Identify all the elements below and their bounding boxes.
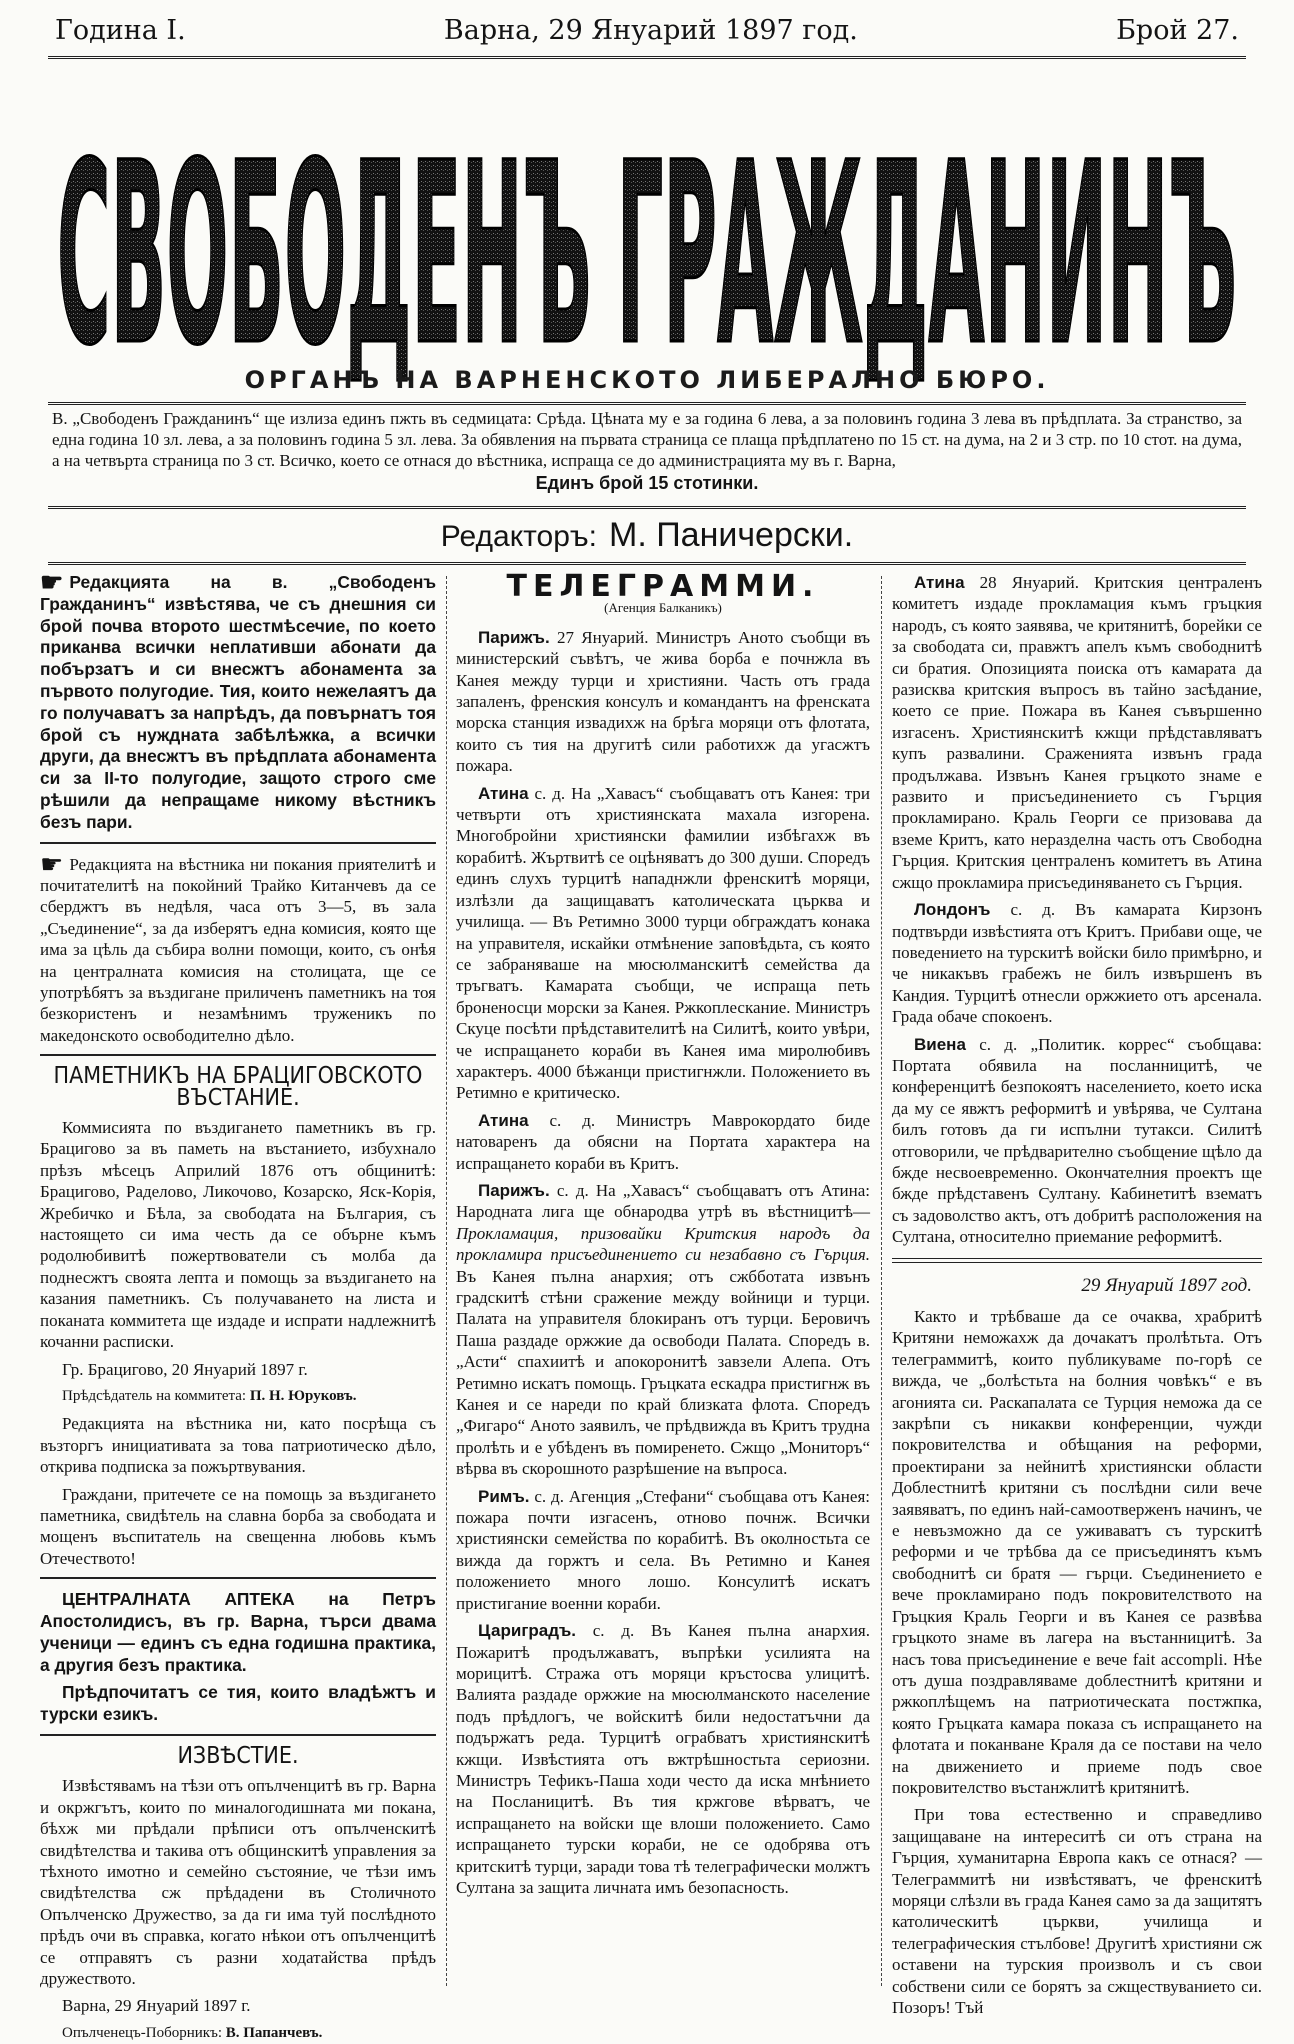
notice-place: Варна, 29 Януарий 1897 г. xyxy=(62,1996,251,2016)
column-divider-1 xyxy=(446,576,447,1986)
column-divider-2 xyxy=(881,576,882,1986)
pointing-hand-icon: ☛ xyxy=(40,567,64,597)
monument-appeal: Граждани, притечете се на помощь за въздигането паметника, свидѣтель на славна борба за свободата и мощенъ въспитатель на свещенна любовь къмъ Отечеството! xyxy=(40,1484,436,1568)
header-rule xyxy=(48,56,1246,59)
pharmacy-ad-note: Прѣдпочитатъ се тия, които владѣжтъ и турски езикъ. xyxy=(40,1682,436,1725)
header-line xyxy=(55,10,1239,50)
telegram: Лондонъ с. д. Въ камарата Кирзонъ подтвърди извѣстията отъ Критъ. Прибави още, че поведението на турскитѣ войски било примѣрно, и че никакъвъ грабежъ не билъ извършенъ въ Кандия. Турцитѣ отнесли оржжието отъ арсенала. Града обаче спокоенъ. xyxy=(892,900,1262,1027)
pharmacy-ad: ЦЕНТРАЛНАТА АПТЕКА на Петръ Апостолидисъ, въ гр. Варна, търси двама ученици — единъ съ една годишна практика, а другия безъ практика. xyxy=(40,1589,436,1675)
editor-label: Редакторъ: xyxy=(440,520,598,553)
subtitle-rule xyxy=(48,402,1246,405)
monument-signature: Прѣдсѣдатель на коммитета: П. Н. Юруковъ. xyxy=(62,1387,357,1404)
separator xyxy=(40,1054,436,1056)
issue-number: Брой 27. xyxy=(1116,14,1239,46)
editorial-paragraph: Както и трѣбваше да се очаква, храбритѣ Критяни неможахж да дочакатъ пролѣтьта. Отъ телеграммитѣ, които публикуваме по-горѣ се вижда, че „болѣстьта на болния човѣкъ“ е въ агонията си. Раскапалата се Турция неможа да се закрѣпи съ никакви конференции, чужди покровителства и обѣщания на реформи, проектирани за нейнитѣ християнски области Доблестнитѣ критяни съ послѣдни сили вече заявяватъ, по единъ най-самоотверженъ начинъ, че е невъзможно да се уживаватъ съ турскитѣ реформи и че трѣбва да се присъединятъ къмъ свободнитѣ си братя — гърци. Съединението е вече прокламирано подъ покровителството на Гръцкия Краль Георги и въ Канея се развѣва гръцкото знаме въ лагера на въстанницитѣ. За насъ това присъединение е вече fait accompli. Нѣе отъ душа поздравляваме доблестнитѣ критяни и ржкоплѣщемъ на патриотическата постжпка, която Гръцката камара показа съ испращането на флотата и поканване Краля да се постави на чело на движението и приеме подъ свое покровителство въстанжлитѣ критянитѣ. xyxy=(892,1307,1262,1797)
editor-name: М. Паничерски. xyxy=(609,516,854,554)
separator xyxy=(40,1734,436,1736)
issue-date: Варна, 29 Януарий 1897 год. xyxy=(443,14,858,46)
notice-text: Извѣстявамъ на тѣзи отъ опълченцитѣ въ гр. Варна и окржгътъ, които по миналогодишната ми покана, бѣхж ми прѣдали прѣписи отъ опълченскитѣ свидѣтелства и такива отъ общинскитѣ управления за тѣхното имотно и семейно състояние, че тѣзи имъ свидѣтелства сж прѣдадени въ Столичното Опълченско Дружество, за да ги има туй послѣдното прѣдъ очи въ справка, когато нѣкои отъ опълченцитѣ се отправятъ съ разни ходатайства прѣдъ дружеството. xyxy=(40,1776,436,1988)
telegrams-agency: (Агенция Балканикъ) xyxy=(604,600,722,616)
subs-rule xyxy=(48,506,1246,509)
telegram: Атина 28 Януарий. Критския централенъ комитетъ издаде прокламация къмъ гръцкия народъ, съ която заявява, че критянитѣ, борейки се за свободата си, правжтъ апелъ къмъ свободнитѣ си братия. Опозицията поиска отъ камарата да разисква критския въпросъ въ тайно засѣдание, което се прие. Пожара въ Канея съвършенно изгасенъ. Християнскитѣ кжщи прѣдставляватъ купъ развалини. Сраженията извънъ града продължава. Извънъ Канея гръцкото знаме е развито и присъединението съ Гърция прокламирано. Краль Георги се призовава да вземе Критъ, като неразделна часть отъ Свободна Гърция. Критския централенъ комитетъ въ Атина сжщо прокламира присъединяването съ Гърция. xyxy=(892,573,1262,892)
subscription-info xyxy=(52,408,1242,494)
monument-title: ПАМЕТНИКЪ НА БРАЦИГОВСКОТО ВЪСТАНИЕ. xyxy=(53,1063,423,1111)
telegram: Парижъ. 27 Януарий. Министръ Аното съобщи въ министерский съвѣтъ, че жива борба е почнжла въ Канея между турци и християни. Часть отъ града запаленъ, френския консулъ и командантъ на френската морска станция извадихж на брѣга моряци отъ флотата, които съ тия на другитѣ сили работихж да угасжтъ пожара. xyxy=(456,627,871,776)
separator xyxy=(892,1258,1262,1263)
telegram: Цариградъ. с. д. Въ Канея пълна анархия. Пожаритѣ продължаватъ, въпрѣки усилията на морицитѣ. Стража отъ моряци кръстосва улицитѣ. Валията раздаде оржжие на мюсюлманското население подъ прѣдлогъ, че войскитѣ били недостатъчни да подържатъ реда. Турцитѣ ограбватъ християнскитѣ кжщи. Извѣстията отъ вжтрѣшностьта сериозни. Министръ Тефикъ-Паша ходи често да иска мнѣнието на Посланицитѣ. Въ тия кржгове вѣрватъ, че испращането на войски ще влоши положението. Само испращането турски кораби, не се одобрява отъ критскитѣ турци, заради това тѣ телеграфически молжтъ Султана за защита личната имъ безопасность. xyxy=(456,1621,871,1897)
single-issue-price: Единъ брой 15 стотинки. xyxy=(535,473,759,493)
separator xyxy=(40,842,436,844)
masthead-subtitle: ОРГАНЪ НА ВАРНЕНСКОТО ЛИБЕРАЛНО БЮРО. xyxy=(244,366,1050,394)
telegram: Римъ. с. д. Агенция „Стефани“ съобщава отъ Канея: пожара почти изгасенъ, отново почнж. Всички християнски семейства по корабитѣ. Въ околностьта се вижда да горжтъ и села. Въ Ретимно и Канея положението много лошо. Консулитѣ искатъ пристигание военни кораби. xyxy=(456,1486,870,1613)
telegrams-title: ТЕЛЕГРАММИ. xyxy=(506,569,820,604)
telegram: Виена с. д. „Политик. коррес“ съобщава: Портата обявила на посланницитѣ, че конференцитѣ безпокоятъ населението, което иска да му се явжтъ реформитѣ и увѣрява, че Султана билъ готовъ да ги испълни тутакси. Силитѣ отговорили, че прѣдварително съобщение щѣло да бжде несвоевременно. Окончателния проектъ ще бжде прѣдставенъ Султану. Кабинетитѣ взематъ съ задоволство актъ, отъ добритѣ расположения на Султана, относително приемание реформитѣ. xyxy=(892,1034,1263,1247)
monument-text: Коммисията по въздигането паметникъ въ гр. Брацигово за въ паметь на въстанието, избухнало прѣзъ мѣсецъ Априлий 1876 отъ общинитѣ: Брацигово, Раделово, Ликочово, Козарско, Яск-Корія, Жребичко и Бѣла, за свободата на България, съ настоящето си има честь да се обърне къмъ родолюбивитѣ пожертвователи съ молба да поднесжтъ своята лепта и помощь за въздигането на казания паметникъ. Съ получаването на листа и поканата коммитета ще издаде и испрати надлежнитѣ кочанни расписки. xyxy=(40,1118,436,1352)
telegram: Парижъ. с. д. На „Хавасъ“ съобщаватъ отъ Атина: Народната лига ще обнародва утрѣ въ вѣстницитѣ—Прокламация, призовайки Критския народъ да прокламира присъединението си незабавно съ Гърция. Въ Канея пълна анархия; отъ сжбботата извънъ градскитѣ стѣни сражение между войници и турци. Палата на управителя блокиранъ отъ турци. Беровичъ Паша раздаде оржжие да освободи Палата. Споредъ в. „Асти“ спахиитѣ и апокоронитѣ завзели Алепа. Отъ Ретимно искатъ помощь. Гръцката ескадра пристигнж въ Канея и се нареди по край близката флота. Споредъ „Фигаро“ Аното заявилъ, че прѣдвижда въ Критъ трудна пролѣть и е убѣденъ въ помиренето. Сжщо „Мониторъ“ вѣрва въ скорошното разрѣшение на въпроса. xyxy=(456,1180,871,1479)
editor-line xyxy=(0,516,1294,555)
telegram: Атина с. д. Министръ Маврокордато биде натоваренъ да обясни на Портата характера на испращането кораби въ Критъ. xyxy=(456,1110,870,1173)
notice-title: ИЗВѢСТИЕ. xyxy=(177,1742,299,1769)
volume-year: Година I. xyxy=(55,14,186,46)
pointing-hand-icon: ☛ xyxy=(40,849,64,879)
column-3 xyxy=(892,572,1263,2017)
monument-place: Гр. Брацигово, 20 Януарий 1897 г. xyxy=(62,1359,308,1379)
editorial-notice: ☛ Редакцията на в. „Свободенъ Гражданинъ“ извѣстява, че съ днешния си брой почва второто шестмѣсечие, по което приканва всички неплативши абонати да побързатъ и си внесжтъ абонамента за първото полугодие. Тия, които нежелаятъ да го получаватъ за напрѣдъ, да повърнатъ тоя брой съ нуждната забѣлѣжка, а всички други, да внесжтъ въ прѣдплата абонамента си за II-то полугодие, защото строго сме рѣшили да непращаме никому вѣстникъ безъ пари. xyxy=(40,567,436,832)
separator xyxy=(40,1577,436,1579)
monument-meeting-notice: ☛ Редакцията на вѣстника ни покания приятелитѣ и почитателитѣ на покойний Трайко Китанчевъ да се сберджтъ въ недѣля, часа отъ 3—5, въ зала „Съединение“, за да изберятъ една комисия, която ще има за цѣль да събира волни помощи, които, съ онѣя на централната комисия на столицата, ще се употрѣбятъ за въздигане приличенъ паметникъ на тоя безкористенъ и незамѣнимъ труженикъ по македонското освободително дѣло. xyxy=(40,849,436,1045)
editor-rule xyxy=(48,562,1246,565)
telegram: Атина с. д. На „Хавасъ“ съобщаватъ отъ Канея: три четвърти отъ християнската махала изгорена. Многобройни християнски фамилии избѣгахж въ корабитѣ. Жъртвитѣ се оцѣняватъ до 300 души. Споредъ единъ слухъ турцитѣ нападнжли френскитѣ моряци, излѣзли да защищаватъ католическата църква и училища. — Въ Ретимно 3000 турци обграждатъ конака на управителя, искайки отмѣнение заповѣдьта, съ която се забраняваше на мюсюлманскитѣ семейства да тръгватъ. Камарата съобщи, че испраща петь броненосци морски за Канея. Ржкоплескание. Министръ Скуце посѣти прѣдставителитѣ на Силитѣ, които увѣри, че испращането кораби въ Канея има миролюбивъ характеръ. 4000 бѣжанци пристигнжли. Положението въ Ретимно е критическо. xyxy=(456,783,870,1103)
editorial-date: 29 Януарий 1897 год. xyxy=(1081,1274,1252,1296)
column-1 xyxy=(40,567,436,2041)
notice-signature: Опълченецъ-Поборникъ: В. Папанчевъ. xyxy=(62,2024,323,2041)
column-2 xyxy=(456,569,871,1987)
editorial-paragraph: При това естественно и справедливо защищаване на интереситѣ си отъ страна на Гърция, хуманитарна Европа какъ се отнася? — Телеграммитѣ ни извѣстяватъ, че френскитѣ моряци слѣзли въ града Канея само за да защитятъ католическитѣ църкви, училища и телеграфическия стълбове! Другитѣ християни сж оставени на турския произволъ и съ свои собствени сили се борятъ за сжществуванието си. Позоръ! Тъй xyxy=(892,1805,1262,2017)
masthead-title: СВОБОДЕНЪ ГРАЖДАНИНЪ xyxy=(57,109,1237,400)
monument-note: Редакцията на вѣстника ни, като посрѣща съ възторгъ инициативата за това патриотическо дѣло, открива подписка за пожъртвувания. xyxy=(40,1414,436,1477)
subscription-text: В. „Свободенъ Гражданинъ“ ще излиза единъ пжть въ седмицата: Срѣда. Цѣната му е за година 6 лева, а за половинъ година 3 лева въ прѣдплата. За странство, за една година 10 зл. лева, а за половинъ година 5 зл. лева. За обявления на първата страница се плаща прѣдплатено по 15 ст. на дума, на 2 и 3 стр. по 10 стот. на дума, а на четвърта страница по 3 ст. Всичко, което се отнася до вѣстника, испраща се до администрацията му въ г. Варна, xyxy=(52,409,1242,470)
